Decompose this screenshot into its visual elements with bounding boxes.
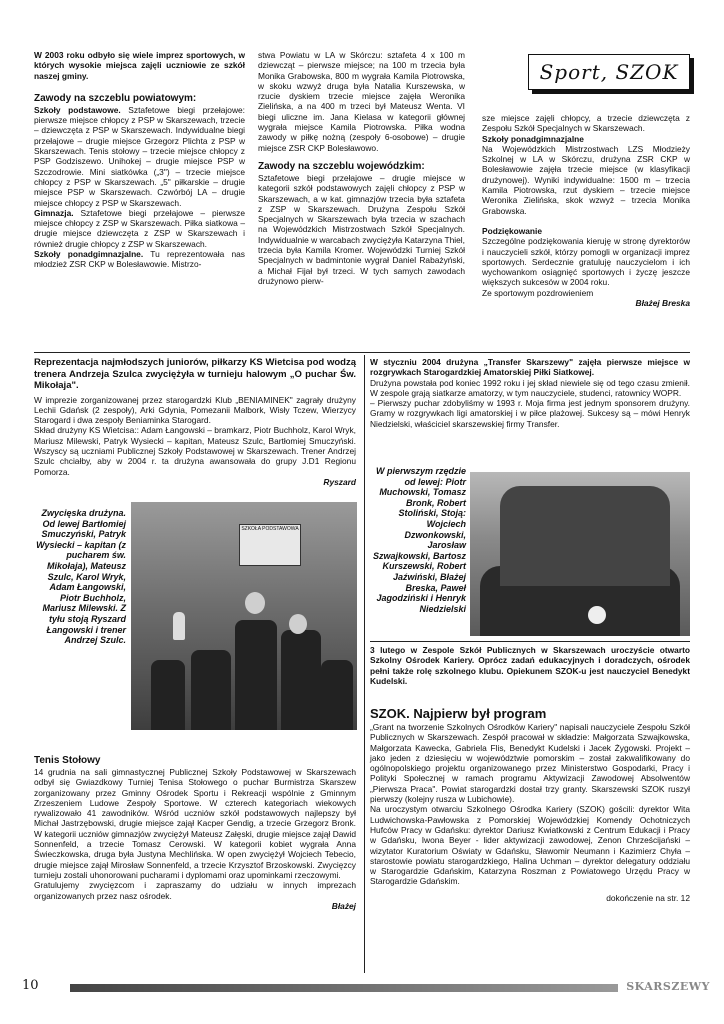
transfer-title: W styczniu 2004 drużyna „Transfer Skarszewy" zajęła pierwsze miejsce w rozgrywkach Starogardzkiej Amatorskiej Piłki Siatkowej. xyxy=(370,357,690,378)
szok-article xyxy=(370,706,690,903)
mikolaj-p2: Skład drużyny KS Wietcisa:: Adam Łangowski – bramkarz, Piotr Buchholz, Karol Wryk, Mariusz Milewski, Patryk Wysiecki – kapitan, Mateusz Szulc, Bartłomiej Smuczyński. Wszyscy są uczniami Publicznej Szkoły Podstawowej w Skarszewach. Trener Andrzej Szulc chciałby, aby w 2004 r. ta drużyna awansowała do grupy J.D1 Regionu Pomorza. xyxy=(34,425,356,477)
person-head xyxy=(245,592,265,614)
col2-p1: stwa Powiatu w LA w Skórczu: sztafeta 4 x 100 m dziewcząt – pierwsze miejsce; na 100 m trzecia była Monika Grabowska, 800 m wygrała Kamila Piotrowska, w skoku wzwyż druga była Natalia Kurszewska, w rzucie dyskiem trzecie miejsce zajęła Weronika Zielińska, a na 400 m trzeci był Mateusz Wenta. VI biegi uliczne im. Jana Kielasa w kategorii głównej wygrała miejsce Kamila Piotrowska. Piłka wodna zawody w piłkę nożną (zespoły 6-osobowe) – drugie miejsce ZSR CKP Bolesławowo. xyxy=(258,50,465,153)
col2-p2: Sztafetowe biegi przełajowe – drugie miejsce w kategorii szkół podstawowych zajęli chłopcy z PSP w Skarszewach, a w kat. gimnazjów trzecia była sztafeta z ZSP w Skarszewach. Drużyna Zespołu Szkół Specjalnych w Skarszewach była trzecia w szachach na Wojewódzkich Mistrzostwach Szkół Specjalnych. Indywidualnie w warcabach zwyciężyła Katarzyna Thiel, trzecia była Kamila Kromer. Wojewódzki Turniej Szkół Specjalnych w badmintonie wygrał Daniel Rabażyński, a Michał Fijał był trzeci. W tych samych zawodach drużynowo pierw- xyxy=(258,172,465,286)
col3-p1: sze miejsce zajęli chłopcy, a trzecie dziewczęta z Zespołu Szkół Specjalnych w Skarszewach. xyxy=(482,113,690,134)
transfer-p2: – Pierwszy puchar zdobyliśmy w 1993 r. Moja firma jest jednym sponsorem drużyny. Gramy w rozgrywkach ligi amatorskiej i w piłce plażowej. Sukcesy są – mówi Henryk Niedzielski, właściciel skarszewskiej firmy Transfer. xyxy=(370,398,690,429)
p2-text: Sztafetowe biegi przełajowe – pierwsze miejsce chłopcy z ZSP w Skarszewach. Piłka siatkowa – drugie miejsce dziewczęta z ZSP w Skarszewach i również drugie chłopcy z ZSP w Skarszewach. xyxy=(34,207,245,249)
school-sign xyxy=(239,524,301,566)
transfer-caption-text: W pierwszym rzędzie od lewej: Piotr Muchowski, Tomasz Bronk, Robert Stoliński, Stoją: Wojciech Dzwonkowski, Jarosław Szwajkowski, Bartosz Kurszewski, Robert Jaźwiński, Błażej Breska, Paweł Jagodziński i Henryk Niedzielski xyxy=(372,466,466,614)
transfer-article xyxy=(370,357,690,429)
team-photo-volleyball xyxy=(470,472,690,636)
person-figure xyxy=(321,660,353,730)
team-photo-football xyxy=(131,502,357,730)
szok-p2: Na uroczystym otwarciu Szkolnego Ośrodka Kariery (SZOK) gościli: dyrektor Wita Ludwichowska-Pawłowska z Pomorskiej Wojewódzkiej Komendy Ochotniczych Hufców Pracy w Gdańsku: dyrektor Dariusz Kwiatkowski z Centrum Edukacji i Pracy w Gdańsku, Iwona Beyer - lider aktywizacji zawodowej, Zenon Chrześcijański – wizytator Kuratorium Oświaty w Gdańsku, Sławomir Neumann i Kazimierz Chyła – starostowie powiatu starogardzkiego, Halina Uchman – dyrektor delegatury oddziału w Starogardzie Gdańskim, Katarzyna Roszman z Powiatowego Urzędu Pracy w Starogardzie Gdańskim. xyxy=(370,804,690,887)
sport-szok-badge xyxy=(528,54,690,90)
trophy-icon xyxy=(173,612,185,640)
mikolaj-article xyxy=(34,357,356,487)
szok-title: SZOK. Najpierw był program xyxy=(370,706,547,721)
tenis-p1: 14 grudnia na sali gimnastycznej Publicznej Szkoły Podstawowej w Skarszewach odbył się Gwiazdkowy Turniej Tenisa Stołowego o puchar Burmistrza Skarszew zorganizowany przez Gminny Ośrodek Sportu i Rekreacji wspólnie z Gminnym Zrzeszeniem Ludowe Zespoły Sportowe. W czterech kategoriach wiekowych rywalizowało 41 zawodników. Wśród uczniów szkół podstawowych najlepszy był Michał Jastrzębowski, drugie miejsce zajął Kacper Gendig, a trzecie Grzegorz Bronk. W kategorii uczniów gimnazjów zwyciężył Mateusz Załęski, drugie miejsce zajął Dawid Sonnenfeld, a trzecie Tomasz Cerowski. W kategorii kobiet wygrała Anna Świeczkowska, druga była Justyna Mechlińska. W open zwyciężył Wojciech Tebecio, drugie miejsce zajął Mirosław Sonnenfeld, a trzecie Krzysztof Brzoskowski. Zwycięzcy turnieju zostali uhonorowani pucharami i dyplomami oraz upominkami rzeczowymi. xyxy=(34,767,356,880)
col1 xyxy=(34,50,245,270)
thanks-heading: Podziękowanie xyxy=(482,225,543,236)
ball-icon xyxy=(588,606,606,624)
p1-text: Sztafetowe biegi przełajowe: pierwsze miejsce chłopcy z PSP w Skarszewach, trzecie – dziewczęta z PSP w Skarszewach. Indywidualne biegi przełajowe – drugie miejsce Grzegorz Plichta z PSP w Skarszewach. Tenis stołowy – trzecie miejsce chłopcy z PSP Godziszewo. Unihokej – drugie miejsce PSP w Szczodrowie. Mini siatkówka („3") – trzecie miejsce chłopcy z PSP w Skarszewach. „5" piłkarskie – drugie miejsce PSP w Skarszewach. Czwórbój LA – drugie miejsce chłopcy z PSP w Skarszewach. xyxy=(34,104,245,208)
heading-woj: Zawody na szczeblu wojewódzkim: xyxy=(258,160,425,172)
szok-lead xyxy=(370,645,690,686)
mikolaj-caption-text: Zwycięska drużyna. Od lewej Bartłomiej Smuczyński, Patryk Wysiecki – kapitan (z pucharem św. Mikołaja), Mateusz Szulc, Karol Wryk, Adam Łangowski, Piotr Buchholz, Mariusz Milewski. Z tyłu stoją Ryszard Łangowski i trener Andrzej Szulc. xyxy=(36,508,126,646)
person-head xyxy=(289,614,307,634)
tenis-title: Tenis Stołowy xyxy=(34,755,101,766)
szok-continued: dokończenie na str. 12 xyxy=(606,892,690,903)
transfer-caption xyxy=(370,466,466,614)
col3-p2-lead: Szkoły ponadgimnazjalne xyxy=(482,133,584,144)
mikolaj-caption xyxy=(34,508,126,646)
p3-text: Tu reprezentowała nas młodzież ZSR CKP w Bolesławowie. Mistrzo- xyxy=(34,249,245,270)
col3-signature: Błażej Breska xyxy=(635,298,690,309)
page-number: 10 xyxy=(22,978,39,993)
tenis-p2: Gratulujemy zwycięzcom i zapraszamy do udziału w innych imprezach organizowanych przez nasz ośrodek. xyxy=(34,880,356,901)
person-figure xyxy=(281,630,321,730)
col2 xyxy=(258,50,465,286)
school-sign-text: SZKOŁA PODSTAWOWA xyxy=(241,526,299,532)
person-figure xyxy=(500,486,670,586)
mikolaj-title: Reprezentacja najmłodszych juniorów, piłkarzy KS Wietcisa pod wodzą trenera Andrzeja Szulca zwyciężyła w turnieju halowym „O puchar Św. Mikołaja". xyxy=(34,357,356,391)
person-figure xyxy=(235,620,277,730)
badge-title: Sport, SZOK xyxy=(539,60,679,84)
intro-text: W 2003 roku odbyło się wiele imprez sportowych, w których wysokie miejsca zajęli uczniowie ze szkół naszej gminy. xyxy=(34,50,245,81)
footer-bar xyxy=(70,984,618,992)
divider-transfer xyxy=(370,641,690,642)
col3-p4: Ze sportowym pozdrowieniem xyxy=(482,287,594,298)
person-figure xyxy=(151,660,185,730)
col3 xyxy=(482,113,690,308)
p2-lead: Gimnazja. xyxy=(34,207,74,218)
tenis-signature: Błażej xyxy=(331,900,356,911)
p3-lead: Szkoły ponadgimnazjalne. xyxy=(34,249,144,260)
tenis-article xyxy=(34,755,356,911)
p1-lead: Szkoły podstawowe. xyxy=(34,104,121,115)
transfer-p1: Drużyna powstała pod koniec 1992 roku i jej skład niewiele się od tego czasu zmienił. W zespole grają siatkarze amatorzy, w tym nauczyciele, studenci, ratownicy WOPR. xyxy=(370,377,690,398)
heading-powiat: Zawody na szczeblu powiatowym: xyxy=(34,92,197,104)
mikolaj-signature: Ryszard xyxy=(323,476,356,487)
divider-top xyxy=(34,352,690,353)
szok-p1: „Grant na tworzenie Szkolnych Ośrodków Kariery" napisali nauczyciele Zespołu Szkół Publicznych w Skarszewach. Zespół pracował w składzie: Małgorzata Szwajkowska, Małgorzata Kawecka, Gabriela Flis, Benedykt Kudelski i Jacek Żygowski. Projekt – jako jeden z dziesięciu w województwie pomorskim – został zakwalifikowany do ogólnopolskiego projektu organizowanego przez Ministerstwo Gospodarki, Pracy i Polityki Społecznej w ramach programu Aktywizacji Zawodowej Absolwentów „Pierwsza Praca". Powiat starogardzki dostał trzy granty. Skarszewski SZOK ruszył pierwszy (kolejny rusza w Lubichowie). xyxy=(370,722,690,805)
szok-lead-text: 3 lutego w Zespole Szkół Publicznych w Skarszewach uroczyście otwarto Szkolny Ośrodek Kariery. Oprócz zadań edukacyjnych i doradczych, ośrodek pełni także rolę szkolnego klubu. Opiekunem SZOK-u jest nauczyciel Benedykt Kudelski. xyxy=(370,645,690,686)
mikolaj-p1: W imprezie zorganizowanej przez starogardzki Klub „BENIAMINEK" zagrały drużyny Lechii Gdańsk (2 zespoły), Arki Gdynia, Pomezanii Malbork, Wisły Tczew, Wierzycy Starogard i dwa zespoły Beniaminka Starogard. xyxy=(34,394,356,426)
footer-masthead: SKARSZEWY xyxy=(626,980,710,993)
col3-p2: Na Wojewódzkich Mistrzostwach LZS Młodzieży Szkolnej w LA w Skórczu, drużyna ZSR CKP w Bolesławowie zajęła trzecie miejsce (w klasyfikacji drużynowej). Wyniki indywidualne: 1500 m – trzecia Kamila Piotrowska, rzut dyskiem – trzecie miejsce Weronika Zielińska, skok wzwyż – trzecia Monika Grabowska. xyxy=(482,143,690,216)
person-figure xyxy=(191,650,231,730)
col3-p3: Szczególne podziękowania kieruję w stronę dyrektorów i nauczycieli szkół, którzy pomogli w organizacji imprez sportowych. Serdecznie gratuluję nauczycielom i ich wychowankom osiągnięć sportowych i życzę jeszcze większych sukcesów w 2004 roku. xyxy=(482,236,690,288)
divider-vertical xyxy=(364,355,365,973)
